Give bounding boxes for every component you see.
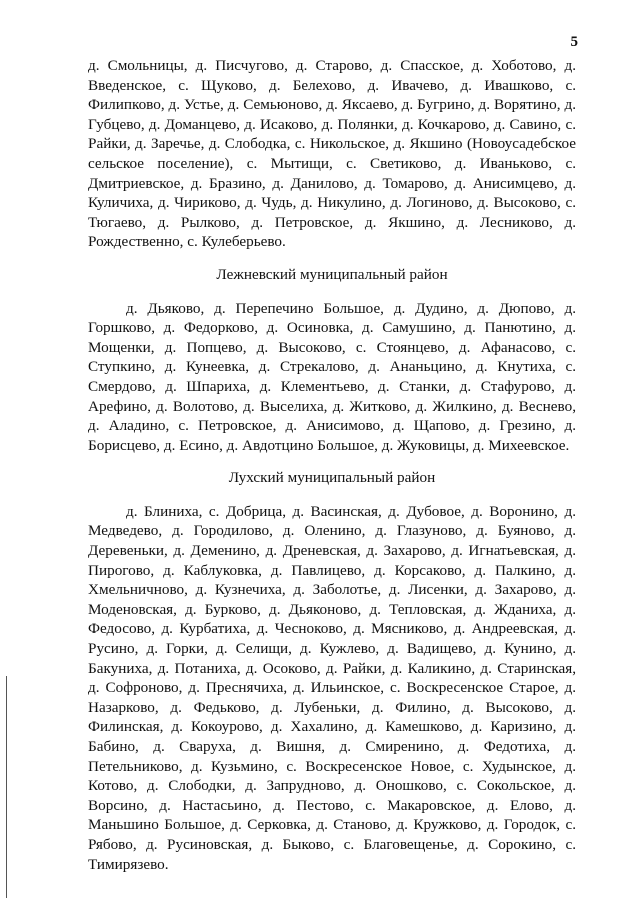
document-body	[88, 56, 576, 874]
scan-edge-line	[6, 676, 7, 898]
section-heading-lezhnevsky: Лежневский муниципальный район	[216, 265, 448, 283]
settlement-list-lezhnevsky: д. Дьяково, д. Перепечино Большое, д. Дудино, д. Дюпово, д. Горшково, д. Федорково, д. Осиновка, д. Самушино, д. Панютино, д. Мощенки, д. Попцево, д. Высоково, с. Стоянцево, д. Афанасово, с. Ступкино, д. Кунеевка, д. Стрекалово, д. Ананьцино, д. Кнутиха, с. Смердово, д. Шпариха, д. Клементьево, д. Станки, д. Стафурово, д. Арефино, д. Волотово, д. Выселиха, д. Житково, д. Жилкино, д. Веснево, д. Аладино, с. Петровское, д. Анисимово, д. Щапово, д. Грезино, д. Борисцево, д. Есино, д. Авдотцино Большое, д. Жуковицы, д. Михеевское.	[88, 299, 576, 454]
page-number: 5	[570, 34, 578, 50]
section-heading-lukhsky: Лухский муниципальный район	[228, 469, 436, 487]
settlement-list-lukhsky: д. Блиниха, с. Добрица, д. Васинская, д. Дубовое, д. Воронино, д. Медведево, д. Городилово, д. Оленино, д. Глазуново, д. Буяново, д. Деревеньки, д. Деменино, д. Дреневская, д. Захарово, д. Игнатьевская, д. Пирогово, д. Каблуковка, д. Павлицево, д. Корсаково, д. Палкино, д. Хмельничново, д. Кузнечиха, д. Заболотье, д. Лисенки, д. Захарово, д. Моденовская, д. Бурково, д. Дьяконово, д. Тепловская, д. Жданиха, д. Федосово, д. Курбатиха, д. Чесноково, д. Мясниково, д. Андреевская, д. Русино, д. Горки, д. Селищи, д. Кужлево, д. Вадищево, д. Кунино, д. Бакуниха, д. Потаниха, д. Осоково, д. Райки, д. Каликино, д. Старинская, д. Софроново, д. Преснячиха, д. Ильинское, с. Воскресенское Старое, д. Назарково, д. Федьково, д. Лубеньки, д. Филино, д. Высоково, д. Филинская, д. Кокоурово, д. Хахалино, д. Камешково, д. Каризино, д. Бабино, д. Сваруха, д. Вишня, д. Смиренино, д. Федотиха, д. Петельниково, д. Кузьмино, с. Воскресенское Новое, с. Худынское, д. Котово, д. Слободки, д. Запрудново, д. Оношково, с. Сокольское, д. Ворсино, д. Настасьино, д. Пестово, с. Макаровское, д. Елово, д. Маньшино Большое, д. Серковка, д. Станово, д. Кружково, д. Городок, с. Рябово, д. Русиновская, д. Быково, с. Благовещенье, д. Сорокино, с. Тимирязево.	[88, 502, 576, 873]
continued-settlement-list: д. Смольницы, д. Писчугово, д. Старово, д. Спасское, д. Хоботово, д. Введенское, с. Щуково, д. Белехово, д. Ивачево, д. Ивашково, с. Филипково, д. Устье, д. Семьюново, д. Яксаево, д. Бугрино, д. Ворятино, д. Губцево, д. Доманцево, д. Исаково, д. Полянки, д. Кочкарово, д. Савино, с. Райки, д. Заречье, д. Слободка, с. Никольское, д. Якшино (Новоусадебское сельское поселение), с. Мытищи, с. Светиково, д. Иваньково, с. Дмитриевское, д. Бразино, д. Данилово, д. Томарово, д. Анисимцево, д. Куличиха, д. Чириково, д. Чудь, д. Никулино, д. Логиново, д. Высоково, с. Тюгаево, д. Рылково, д. Петровское, д. Якшино, д. Лесниково, д. Рождественно, с. Кулеберьево.	[88, 57, 576, 251]
